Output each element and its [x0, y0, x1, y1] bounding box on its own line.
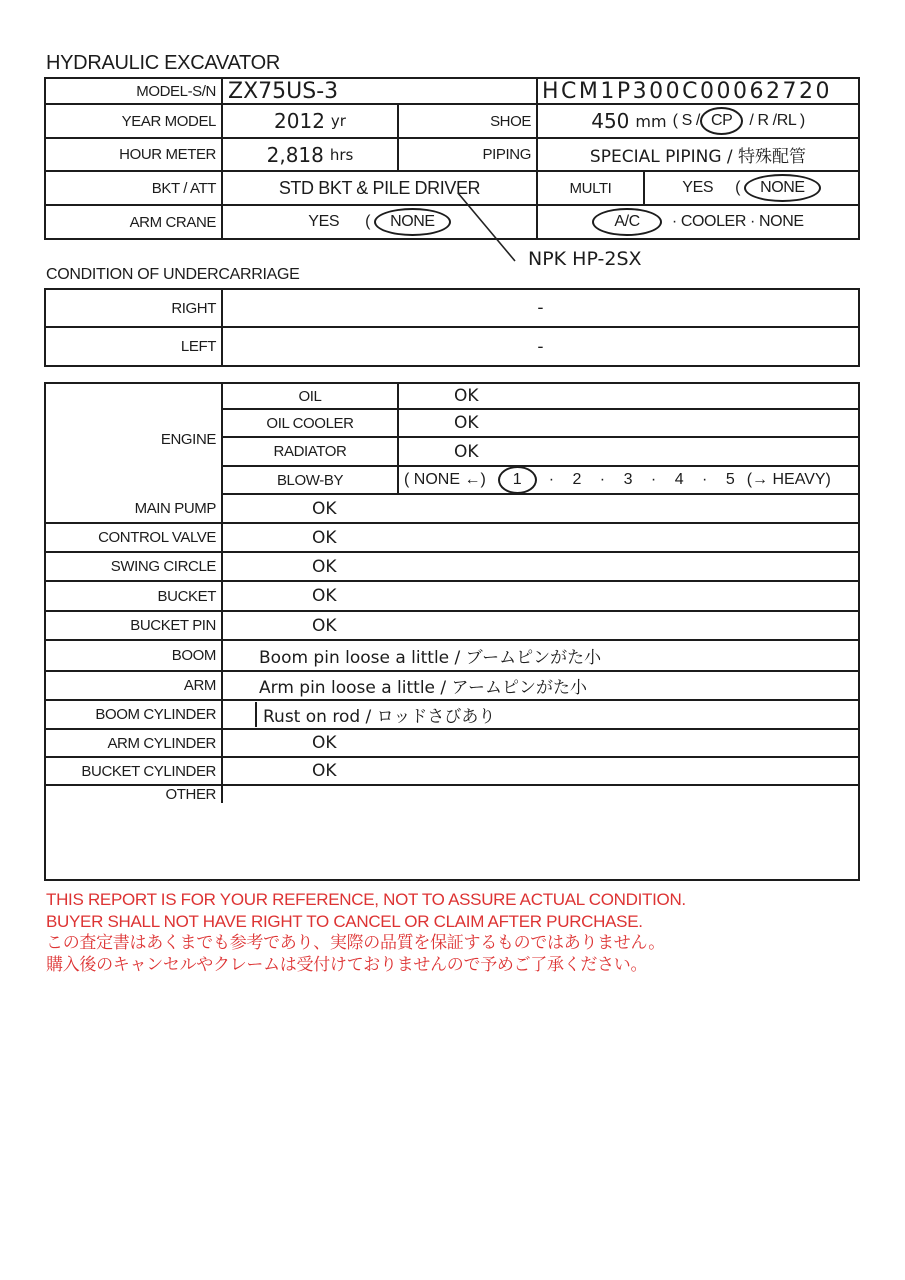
multi-paren: (	[735, 179, 741, 196]
left-track-label: LEFT	[180, 338, 216, 355]
bucket-pin-value-cell: OK	[223, 612, 858, 641]
condition-table	[44, 382, 860, 881]
piping-label-cell	[399, 139, 538, 172]
arm-crane-paren: (	[365, 213, 371, 230]
table-row	[46, 672, 858, 701]
hour-meter-label-cell	[46, 139, 223, 172]
engine-label: ENGINE	[160, 431, 216, 448]
table-row	[46, 612, 858, 641]
arm-crane-label-cell	[46, 206, 223, 238]
table-row	[46, 328, 858, 365]
disclaimer-line: THIS REPORT IS FOR YOUR REFERENCE, NOT TO ASSURE ACTUAL CONDITION.	[46, 890, 686, 909]
engine-blowby-value	[399, 467, 858, 493]
left-track-value: -	[537, 336, 544, 357]
disclaimer-line: 購入後のキャンセルやクレームは受付けておりませんので予めご了承ください。	[46, 955, 648, 975]
right-track-value: -	[537, 298, 544, 318]
multi-selected-circle-mark: NONE	[744, 174, 821, 202]
ac-cooler-rest: · COOLER · NONE	[671, 213, 804, 230]
main-pump-value-cell: OK	[223, 495, 858, 524]
right-track-value-cell	[223, 290, 858, 328]
shoe-options-post: / R /RL )	[749, 112, 805, 129]
model-sn-label-cell	[46, 79, 223, 105]
blowby-scale: · 2 · 3 · 4 · 5	[548, 471, 735, 488]
engine-sub-row	[223, 410, 858, 438]
boom-cylinder-value-cell: Rust on rod / ロッドさびあり	[223, 701, 858, 730]
engine-blowby-label: BLOW-BY	[223, 467, 399, 493]
disclaimer	[46, 889, 686, 976]
table-row	[46, 495, 858, 524]
disclaimer-line: この査定書はあくまでも参考であり、実際の品質を保証するものではありません。	[46, 933, 665, 953]
engine-sub-row	[223, 384, 858, 410]
control-valve-label-cell: CONTROL VALVE	[46, 524, 223, 553]
arm-label-cell: ARM	[46, 672, 223, 701]
engine-label-cell	[46, 384, 223, 495]
engine-oil-cooler-label: OIL COOLER	[223, 410, 399, 436]
boom-value-cell: Boom pin loose a little / ブームピンがた小	[223, 641, 858, 672]
engine-sub-row	[223, 438, 858, 467]
engine-oil-cooler-value: OK	[454, 413, 479, 433]
multi-yes-option: YES	[682, 179, 714, 196]
table-row	[46, 758, 858, 786]
arm-crane-yes-option: YES	[308, 213, 340, 230]
table-row	[46, 139, 858, 172]
table-row	[46, 786, 858, 803]
piping-label: PIPING	[482, 146, 531, 163]
year-value-cell	[223, 105, 399, 139]
swing-circle-value-cell: OK	[223, 553, 858, 582]
left-track-label-cell	[46, 328, 223, 365]
other-value-cell	[223, 786, 858, 803]
engine-radiator-value: OK	[454, 441, 479, 462]
swing-circle-label-cell: SWING CIRCLE	[46, 553, 223, 582]
arm-value-cell: Arm pin loose a little / アームピンがた小	[223, 672, 858, 701]
engine-sub-row	[223, 467, 858, 493]
serial-value-cell	[538, 79, 858, 105]
bucket-cylinder-value-cell: OK	[223, 758, 858, 786]
model-value-cell	[223, 79, 538, 105]
blowby-prefix: ( NONE ←)	[404, 471, 486, 488]
undercarriage-table	[44, 288, 860, 367]
shoe-number: 450	[591, 109, 630, 133]
other-label-cell: OTHER	[46, 786, 223, 803]
shoe-value-cell	[538, 105, 858, 139]
shoe-options-pre: ( S /	[672, 112, 700, 129]
disclaimer-line: BUYER SHALL NOT HAVE RIGHT TO CANCEL OR CLAIM AFTER PURCHASE.	[46, 911, 643, 931]
engine-radiator-label: RADIATOR	[223, 438, 399, 465]
engine-oil-value: OK	[454, 386, 479, 406]
engine-oil-label: OIL	[223, 384, 399, 408]
table-row	[46, 701, 858, 730]
shoe-unit: mm	[635, 111, 667, 131]
arm-crane-selected-circle-mark: NONE	[374, 208, 451, 236]
arm-crane-label: ARM CRANE	[129, 213, 216, 231]
bucket-cylinder-label-cell: BUCKET CYLINDER	[46, 758, 223, 786]
shoe-label: SHOE	[490, 112, 531, 130]
table-row	[46, 553, 858, 582]
hour-meter-value: 2,818	[266, 142, 324, 167]
bkt-att-label-cell	[46, 172, 223, 206]
attachment-annotation: NPK HP-2SX	[528, 248, 642, 270]
model-value: ZX75US-3	[228, 79, 339, 104]
right-track-label: RIGHT	[171, 299, 216, 317]
main-pump-label-cell: MAIN PUMP	[46, 495, 223, 524]
shoe-label-cell	[399, 105, 538, 139]
ac-cooler-value-cell	[538, 206, 858, 238]
multi-value-cell	[645, 172, 858, 206]
control-valve-value-cell: OK	[223, 524, 858, 553]
boom-label-cell: BOOM	[46, 641, 223, 672]
year-model-label: YEAR MODEL	[121, 112, 216, 130]
engine-group-row	[46, 384, 858, 495]
bkt-att-value: STD BKT & PILE DRIVER	[278, 177, 481, 198]
table-row	[46, 105, 858, 139]
piping-value: SPECIAL PIPING / 特殊配管	[589, 147, 807, 167]
table-row	[46, 641, 858, 672]
multi-label-cell	[538, 172, 645, 206]
hour-meter-value-cell	[223, 139, 399, 172]
table-row	[46, 79, 858, 105]
left-track-value-cell	[223, 328, 858, 365]
right-track-label-cell	[46, 290, 223, 328]
multi-label: MULTI	[569, 179, 612, 197]
arm-cylinder-label-cell: ARM CYLINDER	[46, 730, 223, 758]
table-row	[46, 524, 858, 553]
ac-selected-circle-mark: A/C	[592, 208, 661, 236]
annotation-leader-line	[440, 183, 540, 273]
blowby-selected-circle-mark: 1	[498, 466, 537, 494]
piping-value-cell	[538, 139, 858, 172]
table-row	[46, 730, 858, 758]
engine-subtable	[223, 384, 858, 495]
hour-meter-unit: hrs	[329, 145, 354, 164]
hour-meter-label: HOUR METER	[119, 146, 216, 163]
blowby-suffix: (→ HEAVY)	[746, 471, 831, 488]
table-row	[46, 290, 858, 328]
page-title: HYDRAULIC EXCAVATOR	[46, 52, 280, 74]
year-unit: yr	[330, 112, 346, 130]
table-row	[46, 582, 858, 612]
shoe-selected-circle-mark: CP	[700, 107, 743, 135]
year-value: 2012	[274, 109, 325, 133]
bucket-value-cell: OK	[223, 582, 858, 612]
year-model-label-cell	[46, 105, 223, 139]
undercarriage-section-title: CONDITION OF UNDERCARRIAGE	[46, 266, 300, 283]
arm-cylinder-value-cell: OK	[223, 730, 858, 758]
bucket-label-cell: BUCKET	[46, 582, 223, 612]
bucket-pin-label-cell: BUCKET PIN	[46, 612, 223, 641]
serial-value: HCM1P300C00062720	[542, 79, 832, 104]
model-sn-label: MODEL-S/N	[136, 82, 216, 100]
boom-cylinder-label-cell: BOOM CYLINDER	[46, 701, 223, 730]
bkt-att-label: BKT / ATT	[151, 179, 216, 197]
